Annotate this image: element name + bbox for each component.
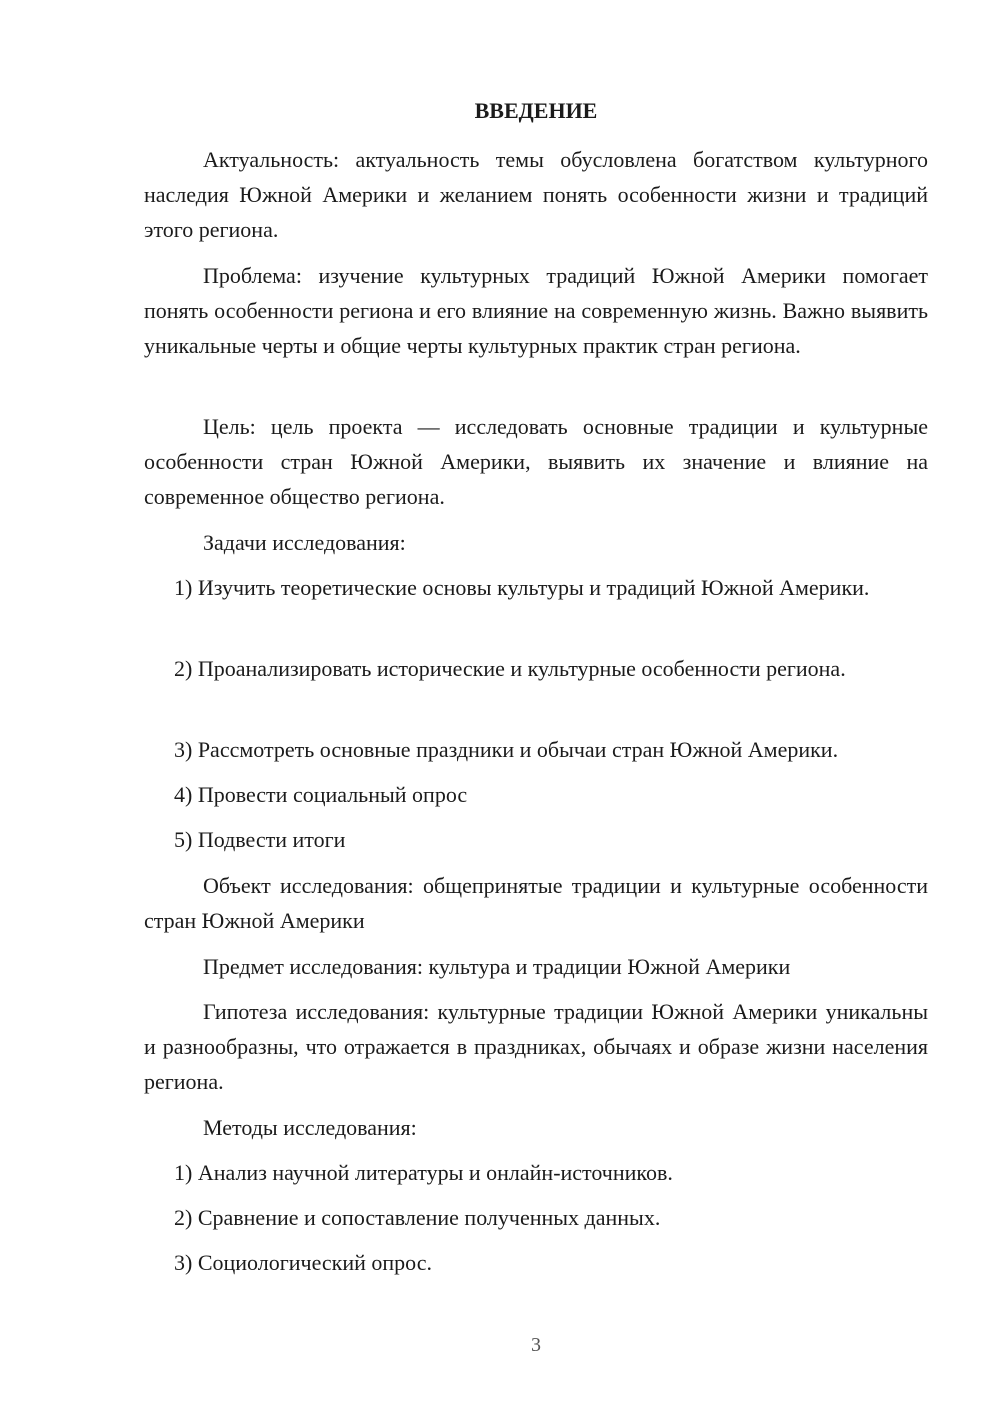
task-item-4: 4) Провести социальный опрос xyxy=(174,782,468,807)
paragraph-subject: Предмет исследования: культура и традиции Южной Америки xyxy=(203,954,791,979)
method-item-3: 3) Социологический опрос. xyxy=(174,1250,432,1275)
paragraph-goal: Цель: цель проекта — исследовать основные традиции и культурные особенности стран Южной Америки, выявить их значение и влияние на современное общество региона. xyxy=(144,414,928,509)
page-number: 3 xyxy=(531,1334,541,1356)
tasks-heading: Задачи исследования: xyxy=(203,530,406,555)
paragraph-hypothesis: Гипотеза исследования: культурные традиции Южной Америки уникальны и разнообразны, что отражается в праздниках, обычаях и образе жизни населения региона. xyxy=(144,999,928,1094)
paragraph-problem: Проблема: изучение культурных традиций Южной Америки помогает понять особенности региона и его влияние на современную жизнь. Важно выявить уникальные черты и общие черты культурных практик стран региона. xyxy=(144,263,928,358)
methods-heading: Методы исследования: xyxy=(203,1115,417,1140)
paragraph-object: Объект исследования: общепринятые традиции и культурные особенности стран Южной Америки xyxy=(144,873,928,933)
method-item-1: 1) Анализ научной литературы и онлайн-источников. xyxy=(174,1160,673,1185)
task-item-3: 3) Рассмотреть основные праздники и обычаи стран Южной Америки. xyxy=(174,737,839,762)
page-title: ВВЕДЕНИЕ xyxy=(474,98,598,123)
method-item-2: 2) Сравнение и сопоставление полученных данных. xyxy=(174,1205,661,1230)
task-item-1: 1) Изучить теоретические основы культуры и традиций Южной Америки. xyxy=(174,575,870,600)
task-item-2: 2) Проанализировать исторические и культурные особенности региона. xyxy=(174,656,846,681)
task-item-5: 5) Подвести итоги xyxy=(174,827,346,852)
paragraph-actuality: Актуальность: актуальность темы обусловлена богатством культурного наследия Южной Америки и желанием понять особенности жизни и традиций этого региона. xyxy=(144,147,928,242)
